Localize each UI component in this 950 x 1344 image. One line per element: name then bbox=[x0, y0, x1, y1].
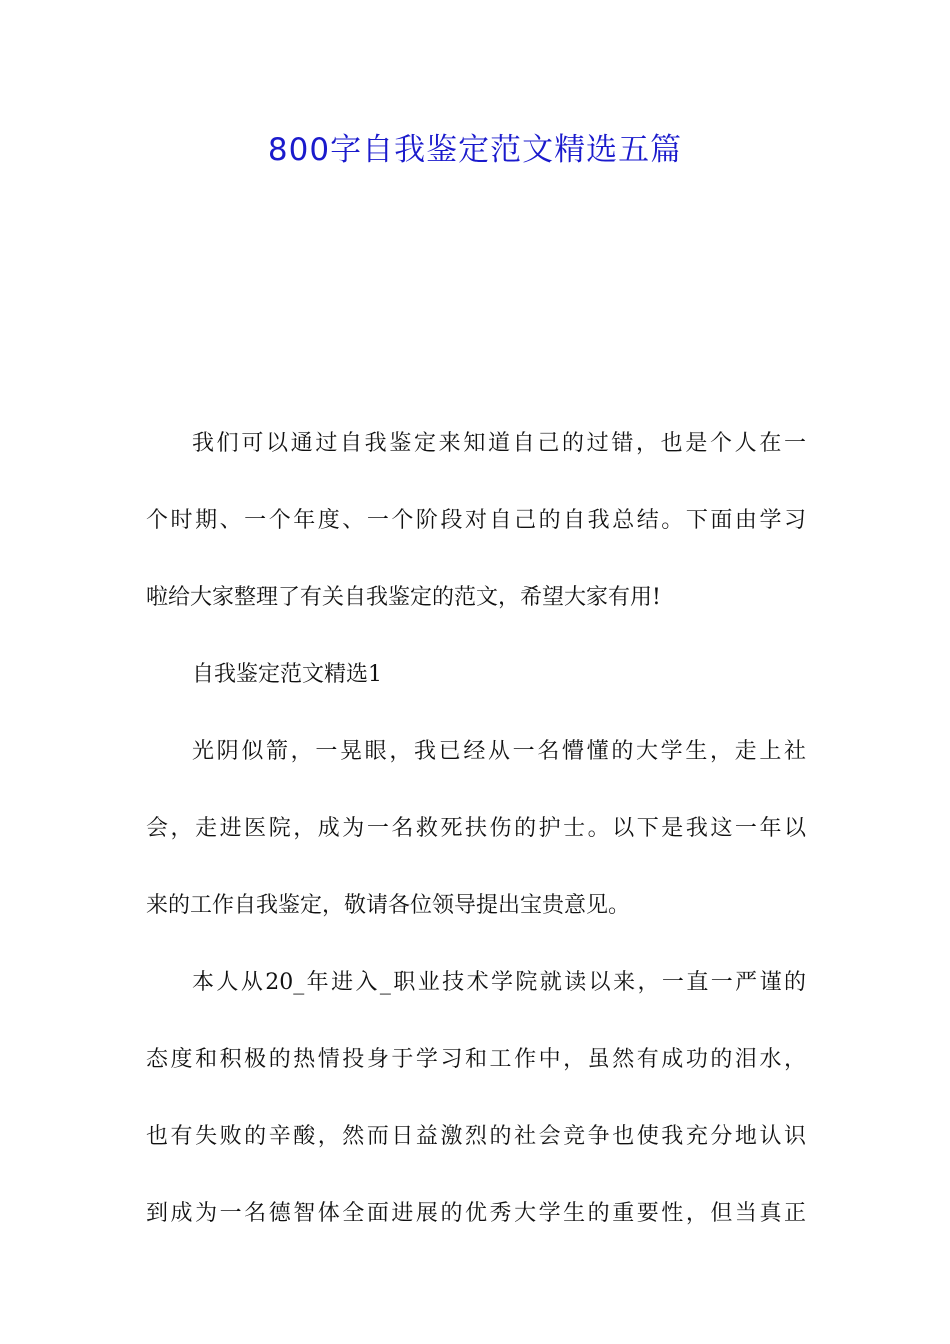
paragraph-line: 来的工作自我鉴定，敬请各位领导提出宝贵意见。 bbox=[146, 893, 631, 918]
document-body bbox=[146, 421, 806, 1268]
paragraph-line: 本人从20_年进入_职业技术学院就读以来，一直一严谨的 bbox=[192, 970, 806, 995]
paragraph-line: 我们可以通过自我鉴定来知道自己的过错，也是个人在一 bbox=[192, 431, 806, 456]
paragraph-line: 个时期、一个年度、一个阶段对自己的自我总结。下面由学习 bbox=[146, 508, 806, 533]
paragraph-line: 啦给大家整理了有关自我鉴定的范文，希望大家有用! bbox=[146, 585, 661, 610]
paragraph-line: 到成为一名德智体全面进展的优秀大学生的重要性，但当真正 bbox=[146, 1201, 806, 1226]
paragraph-line: 会，走进医院，成为一名救死扶伤的护士。以下是我这一年以 bbox=[146, 816, 806, 841]
paragraph-line: 也有失败的辛酸，然而日益激烈的社会竞争也使我充分地认识 bbox=[146, 1124, 806, 1149]
paragraph-line: 光阴似箭，一晃眼，我已经从一名懵懂的大学生，走上社 bbox=[192, 739, 806, 764]
paragraph-line: 态度和积极的热情投身于学习和工作中，虽然有成功的泪水， bbox=[146, 1047, 806, 1072]
section-heading: 自我鉴定范文精选1 bbox=[192, 662, 382, 687]
document-title: 800字自我鉴定范文精选五篇 bbox=[267, 132, 683, 168]
